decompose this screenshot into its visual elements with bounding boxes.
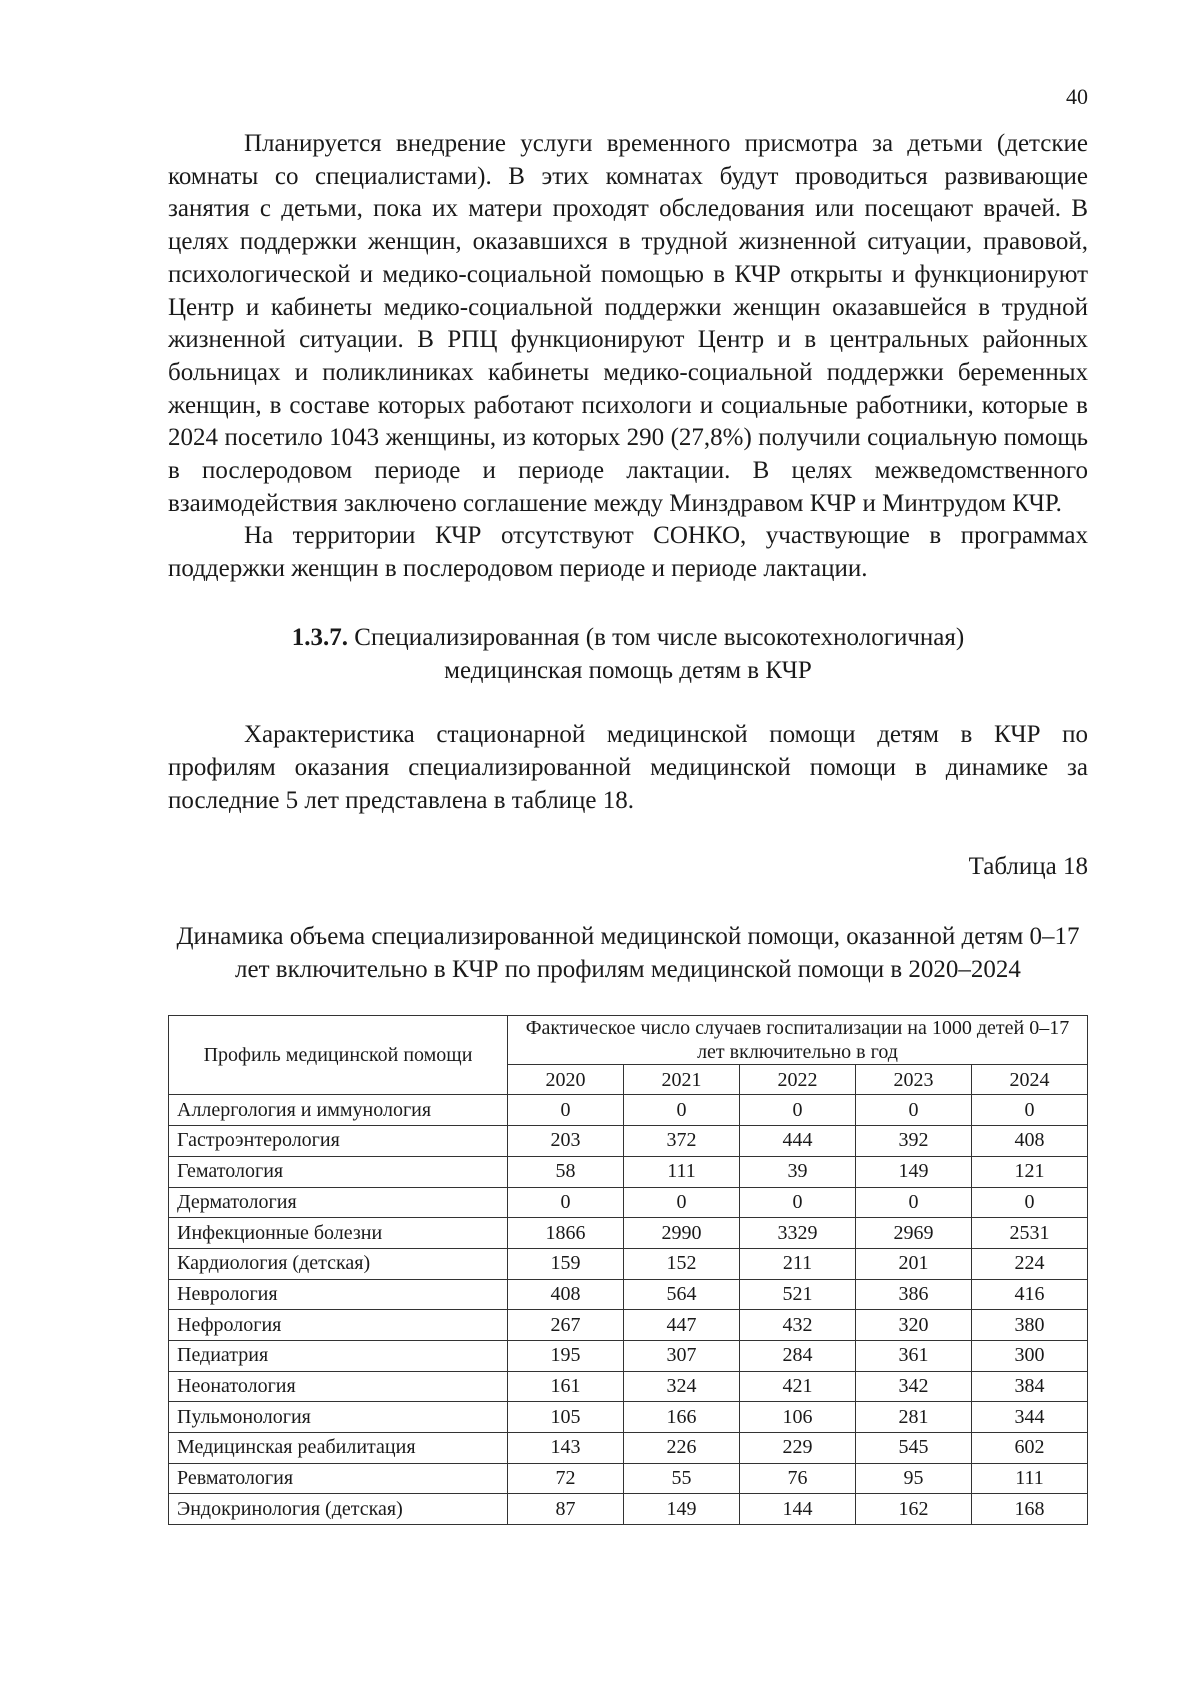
value-cell: 0 bbox=[971, 1095, 1087, 1126]
table-row bbox=[169, 1463, 1088, 1494]
table-row bbox=[169, 1340, 1088, 1371]
table-row bbox=[169, 1433, 1088, 1464]
value-cell: 105 bbox=[508, 1402, 624, 1433]
value-cell: 0 bbox=[739, 1095, 855, 1126]
value-cell: 226 bbox=[623, 1433, 739, 1464]
value-cell: 386 bbox=[855, 1279, 971, 1310]
value-cell: 58 bbox=[508, 1156, 624, 1187]
table-row bbox=[169, 1156, 1088, 1187]
value-cell: 224 bbox=[971, 1248, 1087, 1279]
section-heading bbox=[168, 622, 1088, 687]
value-cell: 324 bbox=[623, 1371, 739, 1402]
value-cell: 545 bbox=[855, 1433, 971, 1464]
profile-name-cell: Педиатрия bbox=[169, 1340, 508, 1371]
profile-header: Профиль медицинской помощи bbox=[169, 1015, 508, 1095]
page-content bbox=[168, 128, 1088, 1525]
value-cell: 408 bbox=[508, 1279, 624, 1310]
value-cell: 447 bbox=[623, 1310, 739, 1341]
table-label: Таблица 18 bbox=[968, 853, 1088, 881]
value-cell: 342 bbox=[855, 1371, 971, 1402]
table-row bbox=[169, 1371, 1088, 1402]
value-cell: 0 bbox=[855, 1187, 971, 1218]
value-cell: 121 bbox=[971, 1156, 1087, 1187]
table-row bbox=[169, 1218, 1088, 1249]
value-cell: 0 bbox=[623, 1095, 739, 1126]
value-cell: 152 bbox=[623, 1248, 739, 1279]
section-title-line2: медицинская помощь детям в КЧР bbox=[444, 656, 812, 684]
value-cell: 0 bbox=[971, 1187, 1087, 1218]
value-cell: 87 bbox=[508, 1494, 624, 1525]
value-cell: 55 bbox=[623, 1463, 739, 1494]
value-cell: 111 bbox=[623, 1156, 739, 1187]
year-header: 2020 bbox=[508, 1064, 624, 1095]
value-cell: 2990 bbox=[623, 1218, 739, 1249]
value-cell: 166 bbox=[623, 1402, 739, 1433]
value-cell: 111 bbox=[971, 1463, 1087, 1494]
value-cell: 0 bbox=[739, 1187, 855, 1218]
value-cell: 144 bbox=[739, 1494, 855, 1525]
section-title-line1: Специализированная (в том числе высокотехнологичная) bbox=[354, 623, 965, 651]
paragraph-sonko: На территории КЧР отсутствуют СОНКО, участвующие в программах поддержки женщин в послеродовом периоде и периоде лактации. bbox=[168, 522, 1088, 583]
table-row bbox=[169, 1248, 1088, 1279]
value-cell: 162 bbox=[855, 1494, 971, 1525]
value-cell: 211 bbox=[739, 1248, 855, 1279]
value-cell: 201 bbox=[855, 1248, 971, 1279]
table-title: Динамика объема специализированной медицинской помощи, оказанной детям 0–17 лет включительно в КЧР по профилям медицинской помощи в 2020–2024 bbox=[176, 923, 1080, 984]
value-cell: 307 bbox=[623, 1340, 739, 1371]
value-cell: 300 bbox=[971, 1340, 1087, 1371]
profile-name-cell: Дерматология bbox=[169, 1187, 508, 1218]
table-row bbox=[169, 1279, 1088, 1310]
profile-name-cell: Гематология bbox=[169, 1156, 508, 1187]
profile-name-cell: Неонатология bbox=[169, 1371, 508, 1402]
table-row bbox=[169, 1310, 1088, 1341]
value-cell: 380 bbox=[971, 1310, 1087, 1341]
table-row bbox=[169, 1126, 1088, 1157]
value-cell: 229 bbox=[739, 1433, 855, 1464]
value-cell: 384 bbox=[971, 1371, 1087, 1402]
intro-paragraph: Характеристика стационарной медицинской помощи детям в КЧР по профилям оказания специализированной медицинской помощи в динамике за последние 5 лет представлена в таблице 18. bbox=[168, 721, 1088, 814]
value-cell: 372 bbox=[623, 1126, 739, 1157]
value-cell: 0 bbox=[855, 1095, 971, 1126]
value-cell: 0 bbox=[508, 1187, 624, 1218]
value-cell: 195 bbox=[508, 1340, 624, 1371]
value-cell: 1866 bbox=[508, 1218, 624, 1249]
profile-name-cell: Нефрология bbox=[169, 1310, 508, 1341]
year-header: 2023 bbox=[855, 1064, 971, 1095]
table-header-row bbox=[169, 1015, 1088, 1064]
value-cell: 432 bbox=[739, 1310, 855, 1341]
paragraph-supervision: Планируется внедрение услуги временного присмотра за детьми (детские комнаты со специалистами). В этих комнатах будут проводиться развивающие занятия с детьми, пока их матери проходят обследования или посещают врачей. В целях поддержки женщин, оказавшихся в трудной жизненной ситуации, правовой, психологической и медико-социальной помощью в КЧР открыты и функционируют Центр и кабинеты медико-социальной поддержки женщин оказавшейся в трудной жизненной ситуации. В РПЦ функционируют Центр и в центральных районных больницах и поликлиниках кабинеты медико-социальной поддержки беременных женщин, в составе которых работают психологи и социальные работники, которые в 2024 посетило 1043 женщины, из которых 290 (27,8%) получили социальную помощь в послеродовом периоде и периоде лактации. В целях межведомственного взаимодействия заключено соглашение между Минздравом КЧР и Минтрудом КЧР. bbox=[168, 130, 1088, 517]
group-header: Фактическое число случаев госпитализации на 1000 детей 0–17 лет включительно в год bbox=[508, 1015, 1088, 1064]
value-cell: 564 bbox=[623, 1279, 739, 1310]
table-row bbox=[169, 1187, 1088, 1218]
value-cell: 284 bbox=[739, 1340, 855, 1371]
value-cell: 203 bbox=[508, 1126, 624, 1157]
profile-name-cell: Инфекционные болезни bbox=[169, 1218, 508, 1249]
value-cell: 408 bbox=[971, 1126, 1087, 1157]
profile-name-cell: Аллергология и иммунология bbox=[169, 1095, 508, 1126]
value-cell: 39 bbox=[739, 1156, 855, 1187]
value-cell: 149 bbox=[855, 1156, 971, 1187]
value-cell: 159 bbox=[508, 1248, 624, 1279]
value-cell: 0 bbox=[508, 1095, 624, 1126]
value-cell: 361 bbox=[855, 1340, 971, 1371]
value-cell: 267 bbox=[508, 1310, 624, 1341]
profile-name-cell: Медицинская реабилитация bbox=[169, 1433, 508, 1464]
hospitalization-table bbox=[168, 1015, 1088, 1525]
value-cell: 72 bbox=[508, 1463, 624, 1494]
value-cell: 521 bbox=[739, 1279, 855, 1310]
value-cell: 416 bbox=[971, 1279, 1087, 1310]
value-cell: 2969 bbox=[855, 1218, 971, 1249]
value-cell: 421 bbox=[739, 1371, 855, 1402]
value-cell: 0 bbox=[623, 1187, 739, 1218]
value-cell: 3329 bbox=[739, 1218, 855, 1249]
profile-name-cell: Кардиология (детская) bbox=[169, 1248, 508, 1279]
year-header: 2021 bbox=[623, 1064, 739, 1095]
profile-name-cell: Ревматология bbox=[169, 1463, 508, 1494]
value-cell: 95 bbox=[855, 1463, 971, 1494]
value-cell: 444 bbox=[739, 1126, 855, 1157]
value-cell: 2531 bbox=[971, 1218, 1087, 1249]
year-header: 2024 bbox=[971, 1064, 1087, 1095]
value-cell: 143 bbox=[508, 1433, 624, 1464]
value-cell: 344 bbox=[971, 1402, 1087, 1433]
page-number: 40 bbox=[1066, 84, 1088, 109]
profile-name-cell: Эндокринология (детская) bbox=[169, 1494, 508, 1525]
section-number: 1.3.7. bbox=[291, 623, 349, 651]
table-row bbox=[169, 1402, 1088, 1433]
value-cell: 320 bbox=[855, 1310, 971, 1341]
profile-name-cell: Гастроэнтерология bbox=[169, 1126, 508, 1157]
value-cell: 168 bbox=[971, 1494, 1087, 1525]
value-cell: 76 bbox=[739, 1463, 855, 1494]
value-cell: 106 bbox=[739, 1402, 855, 1433]
year-header: 2022 bbox=[739, 1064, 855, 1095]
table-body bbox=[169, 1095, 1088, 1525]
table-row bbox=[169, 1095, 1088, 1126]
table-row bbox=[169, 1494, 1088, 1525]
value-cell: 281 bbox=[855, 1402, 971, 1433]
value-cell: 392 bbox=[855, 1126, 971, 1157]
value-cell: 149 bbox=[623, 1494, 739, 1525]
value-cell: 602 bbox=[971, 1433, 1087, 1464]
profile-name-cell: Неврология bbox=[169, 1279, 508, 1310]
value-cell: 161 bbox=[508, 1371, 624, 1402]
profile-name-cell: Пульмонология bbox=[169, 1402, 508, 1433]
